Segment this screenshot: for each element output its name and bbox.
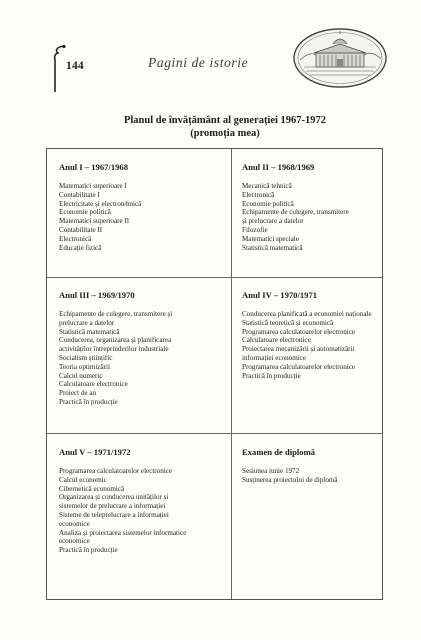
- course-item: Proiectarea mecanizării și automatizării informației economice: [242, 345, 355, 362]
- course-item: Matematici superioare I: [59, 182, 127, 190]
- course-item: Calculatoare electronice: [242, 336, 311, 345]
- course-item: Susținerea proiectului de diplomă: [242, 475, 338, 484]
- course-list: [59, 310, 227, 407]
- course-item: Socialism științific: [59, 353, 113, 362]
- course-item: Conducerea planificată a economiei naționale: [242, 310, 372, 318]
- cell-heading: Examen de diplomă: [242, 447, 316, 457]
- running-title: Pagini de istorie: [148, 55, 249, 70]
- course-item: Statistică matematică: [242, 243, 303, 252]
- course-item: Mecanică tehnică: [242, 182, 292, 190]
- course-item: Matematici superioare II: [59, 217, 130, 226]
- course-item: Electricitate și electrotehnică: [59, 199, 142, 208]
- course-item: Electronică: [242, 190, 275, 199]
- page-number: 144: [66, 60, 84, 72]
- course-item: Analiza și proiectarea sistemelor informatice economice: [59, 528, 187, 546]
- document-title-line-1: Planul de învățământ al generației 1967-1972: [123, 115, 327, 126]
- course-item: Sisteme de teleprelucrare a informației economice: [59, 510, 169, 528]
- document-title-line-2: (promoția mea): [190, 128, 260, 139]
- course-item: Electronică: [59, 234, 92, 243]
- column-divider: [231, 149, 232, 599]
- course-item: Calcul economic: [59, 475, 107, 484]
- cell-year-4: [242, 290, 382, 380]
- course-item: Contabilitate II: [59, 225, 103, 234]
- course-list: [242, 182, 382, 252]
- course-item: Conducerea, organizarea și planificarea activităților întreprinderilor industriale: [59, 336, 172, 354]
- course-item: Practică în producție: [59, 546, 118, 555]
- course-item: Practică în producție: [59, 397, 118, 406]
- course-item: Programarea calculatoarelor electronice: [59, 467, 173, 475]
- course-item: Educație fizică: [59, 243, 102, 252]
- course-list: [59, 182, 227, 252]
- cell-year-3: [59, 290, 227, 407]
- course-item: Echipamente de culegere, transmitere și prelucrare a datelor: [242, 208, 349, 226]
- document-title: [60, 114, 390, 140]
- cell-heading: Anul III – 1969/1970: [59, 290, 135, 300]
- course-item: Calculatoare electronice: [59, 380, 128, 389]
- cell-year-2: [242, 162, 382, 252]
- course-item: Programarea calculatoarelor electronice: [242, 362, 356, 371]
- cell-year-1: [59, 162, 227, 252]
- course-item: Calcul numeric: [59, 371, 103, 380]
- cell-heading: Anul I – 1967/1968: [59, 162, 129, 172]
- cell-diploma-exam: [242, 447, 382, 485]
- course-item: Economie politică: [242, 199, 294, 208]
- course-list: [242, 310, 382, 380]
- course-list: [59, 467, 227, 555]
- row-divider: [47, 277, 382, 278]
- course-item: Sesiunea iunie 1972: [242, 467, 300, 475]
- course-list: [242, 467, 382, 485]
- course-item: Matematici speciale: [242, 234, 299, 243]
- course-item: Practică în producție: [242, 371, 301, 380]
- cell-heading: Anul V – 1971/1972: [59, 447, 131, 457]
- course-item: Statistică teoretică și economică: [242, 318, 334, 327]
- curriculum-table: [46, 148, 383, 600]
- course-item: Filozofie: [242, 225, 268, 234]
- decorative-bracket-icon: [52, 44, 66, 96]
- course-item: Programarea calculatoarelor electronice: [242, 327, 356, 336]
- course-item: Cibernetică economică: [59, 484, 125, 493]
- cell-year-5: [59, 447, 227, 555]
- course-item: Economie politică: [59, 208, 111, 217]
- course-item: Proiect de an: [59, 389, 97, 398]
- cell-heading: Anul II – 1968/1969: [242, 162, 315, 172]
- course-item: Contabilitate I: [59, 190, 100, 199]
- course-item: Echipamente de culegere, transmitere și prelucrare a datelor: [59, 310, 173, 327]
- course-item: Teoria optimizării: [59, 362, 110, 371]
- building-engraving-icon: [292, 27, 388, 89]
- course-item: Statistică matematică: [59, 327, 120, 336]
- row-divider: [47, 433, 382, 434]
- cell-heading: Anul IV – 1970/1971: [242, 290, 318, 300]
- course-item: Organizarea și conducerea unităților și sistemelor de prelucrare a informației: [59, 493, 169, 511]
